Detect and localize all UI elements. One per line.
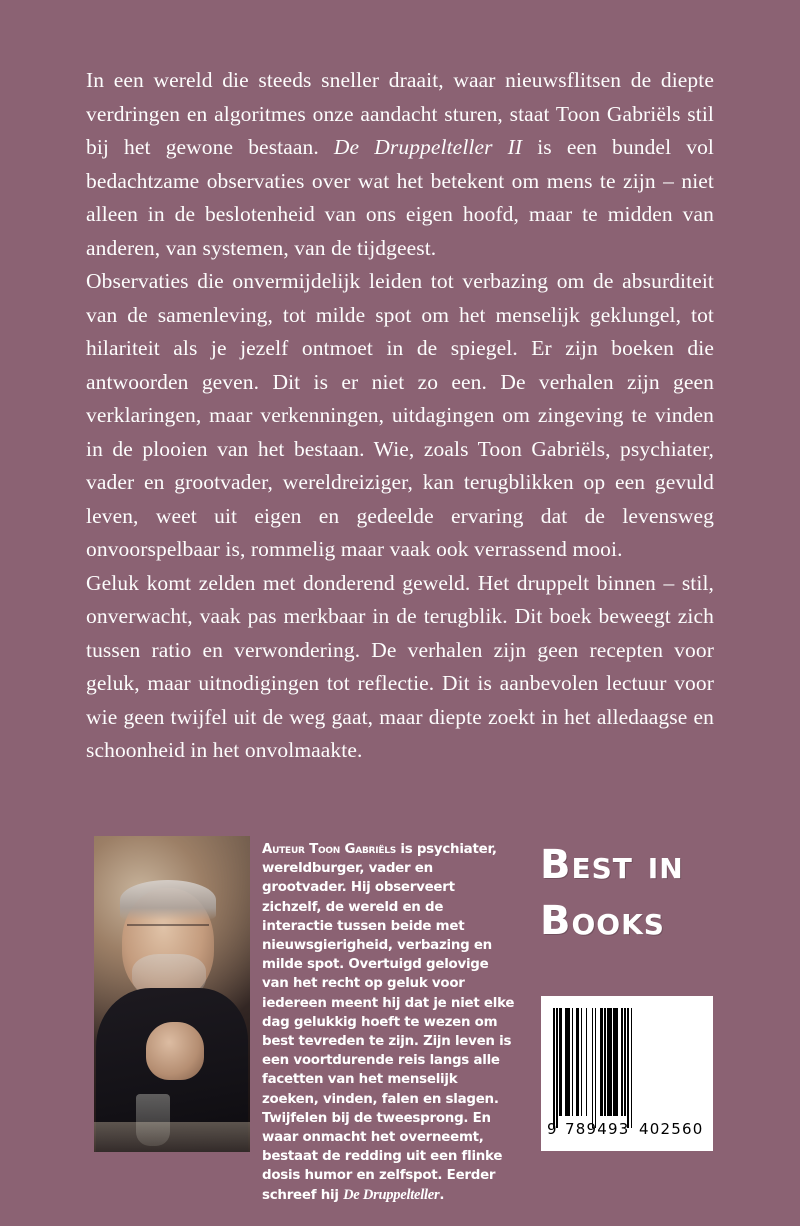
blurb-p1-part1: In een wereld die steeds sneller draait, waar nieuwsflitsen de diepte verdringen en algoritmes onze aandacht sturen, staat Toon Gabriëls stil bij het gewone bestaan. <box>86 68 714 159</box>
barcode-bar <box>627 1008 629 1128</box>
barcode-bar <box>621 1008 623 1116</box>
barcode-bar <box>553 1008 555 1128</box>
photo-hair <box>120 880 216 920</box>
barcode-bar <box>604 1008 606 1116</box>
glasses-icon <box>127 924 209 944</box>
barcode-bar <box>572 1008 574 1116</box>
publisher-logo <box>540 838 720 948</box>
barcode-bar <box>556 1008 558 1128</box>
author-name: Toon Gabriëls <box>309 842 396 857</box>
barcode-bars <box>553 1008 701 1116</box>
cover-footer <box>0 836 800 1203</box>
photo-wine-glass <box>136 1094 170 1146</box>
book-title-italic: De Druppelteller II <box>333 135 523 159</box>
barcode-bar <box>613 1008 618 1116</box>
barcode-bar <box>576 1008 579 1116</box>
barcode-bar <box>600 1008 603 1116</box>
barcode-digit-first: 9 <box>547 1120 558 1138</box>
photo-table <box>94 1122 250 1152</box>
blurb-paragraph-3: Geluk komt zelden met donderend geweld. Het druppelt binnen – stil, onverwacht, vaak pas merkbaar in de terugblik. Dit boek beweegt zich tussen ratio en verwondering. De verhalen zijn geen recepten voor geluk, maar uitnodigingen tot reflectie. Dit is aanbevolen lectuur voor wie geen twijfel uit de weg gaat, maar diepte zoekt in het alledaagse en schoonheid in het onvolmaakte. <box>86 570 714 762</box>
barcode-bar <box>565 1008 570 1116</box>
barcode-bar <box>581 1008 583 1116</box>
barcode-bar <box>631 1008 633 1128</box>
barcode-bar <box>624 1008 626 1116</box>
barcode-bar <box>595 1008 597 1128</box>
barcode-bar <box>559 1008 562 1116</box>
barcode-digits-left: 789493 <box>565 1120 630 1138</box>
blurb-paragraph-1 <box>86 64 714 265</box>
author-bio <box>262 840 516 1205</box>
blurb-text <box>86 64 714 768</box>
previous-book-title: De Druppelteller <box>343 1186 440 1203</box>
author-bio-body-end: . <box>439 1187 445 1203</box>
blurb-p1-part2: is een bundel vol bedachtzame observaties over wat het betekent om mens te zijn – niet alleen in de beslotenheid van ons eigen hoofd, maar te midden van anderen, van systemen, van de tijdgeest. <box>86 135 714 260</box>
publisher-logo-line1: Best in <box>540 842 684 888</box>
barcode-bar <box>586 1008 588 1116</box>
blurb-paragraph-2: Observaties die onvermijdelijk leiden tot verbazing om de absurditeit van de samenleving, tot milde spot om het menselijk geklungel, tot hilariteit als je jezelf ontmoet in de spiegel. Er zijn boeken die antwoorden geven. Dit is er niet zo een. De verhalen zijn geen verklaringen, maar verkenningen, uitdagingen om zingeving te vinden in de plooien van het bestaan. Wie, zoals Toon Gabriëls, psychiater, vader en grootvader, wereldreiziger, kan terugblikken op een gevuld leven, weet uit eigen en gedeelde ervaring dat de levensweg onvoorspelbaar is, rommelig maar vaak ook verrassend mooi. <box>86 269 714 561</box>
isbn-barcode <box>541 996 713 1151</box>
photo-hand <box>146 1022 204 1080</box>
publisher-logo-line2: Books <box>540 898 665 944</box>
author-bio-body: is psychiater, wereldburger, vader en grootvader. Hij observeert zichzelf, de wereld en de interactie tussen beide met nieuwsgierigheid, verbazing en milde spot. Overtuigd gelovige van het recht op geluk voor iedereen meent hij dat je niet elke dag gelukkig hoeft te wezen om best tevreden te zijn. Zijn leven is een voortdurende reis langs alle facetten van het menselijk zoeken, vinden, falen en slagen. Twijfelen bij de tweesprong. En waar onmacht het overneemt, bestaat de redding uit een flinke dosis humor en zelfspot. Eerder schreef hij <box>262 842 515 1203</box>
barcode-bar <box>592 1008 594 1128</box>
barcode-digits <box>547 1118 707 1142</box>
barcode-digits-right: 402560 <box>639 1120 704 1138</box>
barcode-bar <box>607 1008 612 1116</box>
author-photo <box>94 836 250 1152</box>
author-bio-lead: Auteur <box>262 842 310 857</box>
